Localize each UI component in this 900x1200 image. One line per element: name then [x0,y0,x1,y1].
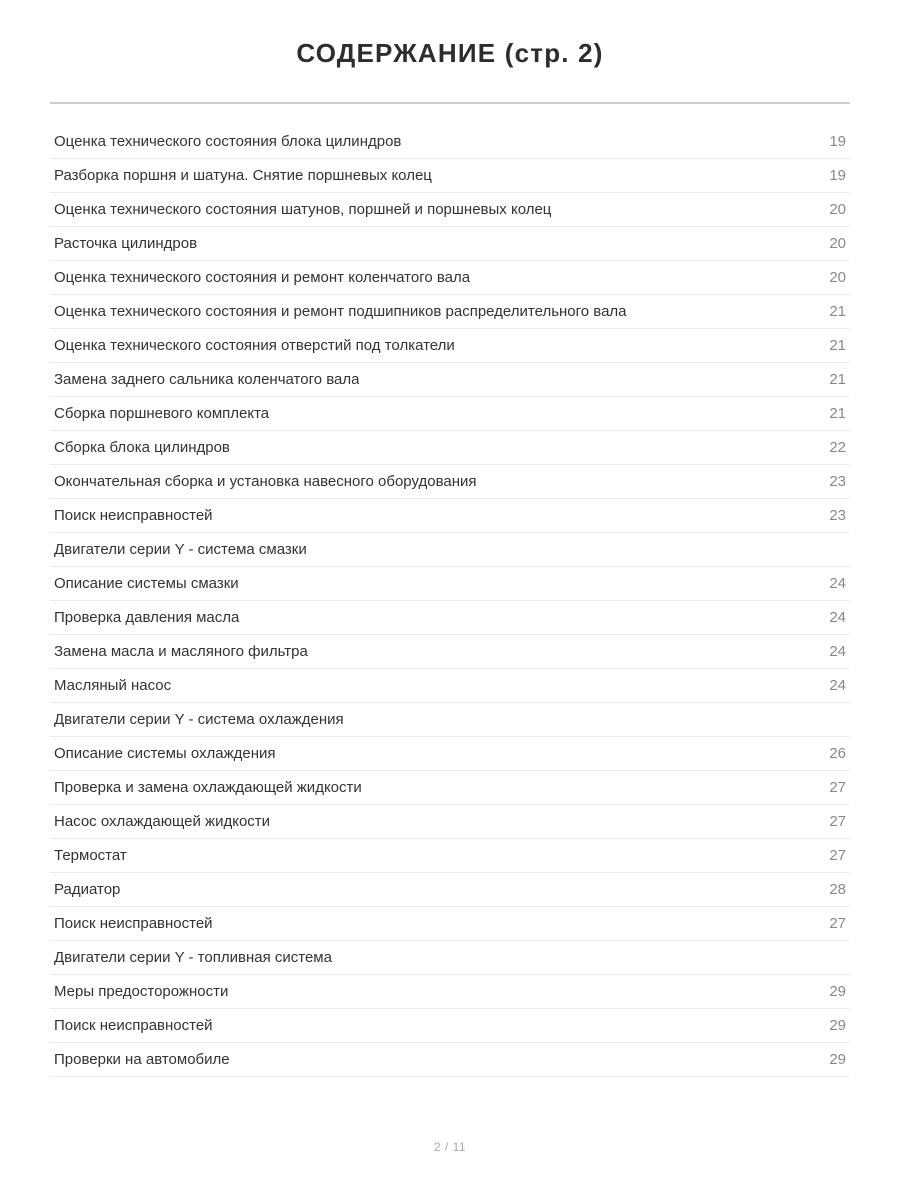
toc-entry-row[interactable] [50,295,850,329]
toc-entry-label: Оценка технического состояния шатунов, поршней и поршневых колец [54,200,552,218]
toc-entry-page-number: 24 [829,642,846,660]
toc-entry-label: Сборка поршневого комплекта [54,404,270,422]
toc-entry-label: Замена масла и масляного фильтра [54,642,308,660]
toc-entry-row[interactable] [50,1043,850,1077]
toc-entry-row[interactable] [50,329,850,363]
toc-entry-page-number: 27 [829,812,846,830]
toc-entry-label: Радиатор [54,880,121,898]
toc-entry-row[interactable] [50,737,850,771]
toc-entry-page-number: 27 [829,846,846,864]
toc-entry-row[interactable] [50,125,850,159]
toc-entry-label: Термостат [54,846,127,864]
toc-entry-row[interactable] [50,635,850,669]
title-block [0,0,900,104]
toc-entry-page-number: 24 [829,574,846,592]
toc-entry-row[interactable] [50,907,850,941]
toc-entry-label: Разборка поршня и шатуна. Снятие поршневых колец [54,166,432,184]
toc-entry-page-number: 29 [829,982,846,1000]
toc-entry-page-number: 28 [829,880,846,898]
toc-entry-page-number: 20 [829,234,846,252]
toc-entry-label: Замена заднего сальника коленчатого вала [54,370,360,388]
toc-entry-label: Описание системы смазки [54,574,239,592]
toc-entry-page-number: 24 [829,608,846,626]
footer-page-indicator: 2 / 11 [433,1140,467,1154]
page-footer [0,1138,900,1156]
toc-entry-row[interactable] [50,805,850,839]
toc-entry-row[interactable] [50,533,850,567]
toc-entry-label: Оценка технического состояния блока цилиндров [54,132,402,150]
toc-entry-label: Проверка давления масла [54,608,240,626]
toc-entry-page-number: 24 [829,676,846,694]
toc-entry-page-number: 26 [829,744,846,762]
toc-entry-label: Двигатели серии Y - система смазки [54,540,307,558]
toc-entry-page-number: 20 [829,268,846,286]
toc-entry-page-number: 20 [829,200,846,218]
toc-entry-row[interactable] [50,193,850,227]
toc-entry-label: Двигатели серии Y - система охлаждения [54,710,344,728]
toc-entry-row[interactable] [50,261,850,295]
toc-entry-row[interactable] [50,363,850,397]
toc-entry-row[interactable] [50,941,850,975]
toc-entry-label: Оценка технического состояния и ремонт коленчатого вала [54,268,471,286]
toc-entry-label: Описание системы охлаждения [54,744,276,762]
toc-entry-label: Поиск неисправностей [54,1016,213,1034]
toc-entry-row[interactable] [50,601,850,635]
toc-entry-page-number: 27 [829,778,846,796]
toc-entry-row[interactable] [50,227,850,261]
toc-entry-label: Окончательная сборка и установка навесного оборудования [54,472,477,490]
toc-entry-row[interactable] [50,839,850,873]
title-divider [50,102,850,104]
toc-entry-row[interactable] [50,431,850,465]
toc-entry-row[interactable] [50,975,850,1009]
toc-entry-row[interactable] [50,669,850,703]
toc-entry-label: Оценка технического состояния и ремонт подшипников распределительного вала [54,302,627,320]
toc-entry-page-number: 21 [829,404,846,422]
toc-entry-page-number: 27 [829,914,846,932]
toc-entry-row[interactable] [50,873,850,907]
toc-entry-label: Поиск неисправностей [54,914,213,932]
toc-entry-label: Насос охлаждающей жидкости [54,812,271,830]
toc-entry-row[interactable] [50,703,850,737]
toc-entry-label: Проверка и замена охлаждающей жидкости [54,778,362,796]
toc-entry-page-number: 23 [829,506,846,524]
toc-entry-page-number: 19 [829,166,846,184]
toc-entry-label: Расточка цилиндров [54,234,198,252]
toc-entry-page-number: 21 [829,302,846,320]
toc-entry-row[interactable] [50,159,850,193]
toc-entry-page-number: 21 [829,336,846,354]
toc-entry-row[interactable] [50,567,850,601]
toc-entry-page-number: 29 [829,1050,846,1068]
toc-entry-row[interactable] [50,771,850,805]
toc-entry-label: Масляный насос [54,676,172,694]
toc-entry-row[interactable] [50,499,850,533]
toc-entry-label: Проверки на автомобиле [54,1050,230,1068]
toc-entry-row[interactable] [50,1009,850,1043]
toc-entry-label: Меры предосторожности [54,982,229,1000]
toc-entry-page-number: 29 [829,1016,846,1034]
toc-entry-label: Двигатели серии Y - топливная система [54,948,332,966]
toc-entry-row[interactable] [50,465,850,499]
toc-entry-page-number: 19 [829,132,846,150]
table-of-contents [50,125,850,1077]
toc-entry-label: Оценка технического состояния отверстий под толкатели [54,336,455,354]
toc-entry-page-number: 21 [829,370,846,388]
toc-entry-page-number: 22 [829,438,846,456]
toc-entry-label: Сборка блока цилиндров [54,438,230,456]
page-title: СОДЕРЖАНИЕ (стр. 2) [296,38,604,68]
toc-entry-label: Поиск неисправностей [54,506,213,524]
toc-entry-page-number: 23 [829,472,846,490]
toc-entry-row[interactable] [50,397,850,431]
